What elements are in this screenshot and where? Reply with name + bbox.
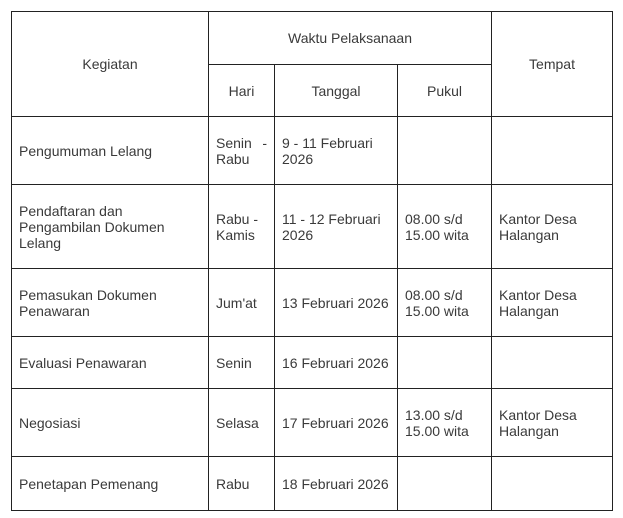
cell-line: Rabu: [216, 150, 250, 167]
cell-hari: [209, 389, 275, 457]
header-pukul: Pukul: [398, 65, 492, 117]
cell-hari: [209, 269, 275, 337]
cell-line: Kantor Desa: [499, 210, 577, 227]
cell-line: Pemasukan Dokumen: [19, 286, 157, 303]
cell-tanggal: [275, 269, 398, 337]
cell-line: Halangan: [499, 302, 559, 319]
table-row: [12, 117, 613, 185]
cell-line: 13 Februari 2026: [282, 294, 389, 311]
table-row: [12, 269, 613, 337]
header-kegiatan: Kegiatan: [12, 12, 209, 117]
cell-line: Kamis: [216, 226, 255, 243]
cell-line: Penawaran: [19, 302, 90, 319]
cell-line: Jum'at: [216, 294, 257, 311]
cell-line: Kantor Desa: [499, 286, 577, 303]
cell-hari: [209, 185, 275, 269]
cell-tempat: [492, 337, 613, 389]
cell-line: 2026: [282, 226, 314, 243]
cell-line: Rabu -: [216, 210, 259, 227]
cell-line: Senin -: [216, 134, 267, 151]
cell-pukul: [398, 457, 492, 511]
table-row: [12, 337, 613, 389]
cell-pukul: [398, 185, 492, 269]
cell-tempat: [492, 269, 613, 337]
cell-pukul: [398, 117, 492, 185]
header-row-top: [12, 12, 613, 65]
cell-tempat: [492, 457, 613, 511]
cell-line: Kantor Desa: [499, 406, 577, 423]
cell-pukul: [398, 269, 492, 337]
cell-line: Halangan: [499, 226, 559, 243]
cell-kegiatan: [12, 185, 209, 269]
cell-line: 17 Februari 2026: [282, 414, 389, 431]
cell-pukul: [398, 337, 492, 389]
cell-line: 11 - 12 Februari: [282, 210, 381, 227]
cell-tanggal: [275, 117, 398, 185]
header-waktu-pelaksanaan: Waktu Pelaksanaan: [209, 12, 492, 65]
header-tanggal: Tanggal: [275, 65, 398, 117]
cell-line: 2026: [282, 150, 314, 167]
cell-tempat: [492, 185, 613, 269]
cell-hari: [209, 337, 275, 389]
cell-tempat: [492, 117, 613, 185]
table-row: [12, 185, 613, 269]
cell-line: Senin: [216, 354, 252, 371]
cell-line: 9 - 11 Februari: [282, 134, 373, 151]
header-hari: Hari: [209, 65, 275, 117]
cell-line: Penetapan Pemenang: [19, 475, 159, 492]
cell-line: 16 Februari 2026: [282, 354, 389, 371]
cell-line: Pendaftaran dan: [19, 202, 123, 219]
cell-tanggal: [275, 185, 398, 269]
cell-line: 15.00 wita: [405, 226, 469, 243]
cell-kegiatan: [12, 457, 209, 511]
cell-tempat: [492, 389, 613, 457]
cell-pukul: [398, 389, 492, 457]
cell-line: 15.00 wita: [405, 422, 469, 439]
cell-line: Rabu: [216, 475, 250, 492]
table-row: [12, 457, 613, 511]
table-row: [12, 389, 613, 457]
cell-line: 18 Februari 2026: [282, 475, 389, 492]
cell-line: 08.00 s/d: [405, 210, 463, 227]
cell-line: Selasa: [216, 414, 259, 431]
cell-line: Halangan: [499, 422, 559, 439]
header-tempat: Tempat: [492, 12, 613, 117]
cell-tanggal: [275, 389, 398, 457]
cell-kegiatan: [12, 389, 209, 457]
cell-hari: [209, 117, 275, 185]
schedule-body: [12, 117, 613, 511]
cell-kegiatan: [12, 117, 209, 185]
cell-kegiatan: [12, 337, 209, 389]
cell-tanggal: [275, 337, 398, 389]
cell-line: Negosiasi: [19, 414, 81, 431]
cell-kegiatan: [12, 269, 209, 337]
cell-line: Pengambilan Dokumen: [19, 218, 165, 235]
cell-line: Lelang: [19, 234, 62, 251]
cell-line: Pengumuman Lelang: [19, 142, 153, 159]
schedule-table: [11, 11, 613, 511]
cell-line: 15.00 wita: [405, 302, 469, 319]
cell-line: Evaluasi Penawaran: [19, 354, 147, 371]
cell-tanggal: [275, 457, 398, 511]
cell-line: 13.00 s/d: [405, 406, 463, 423]
cell-line: 08.00 s/d: [405, 286, 463, 303]
cell-hari: [209, 457, 275, 511]
